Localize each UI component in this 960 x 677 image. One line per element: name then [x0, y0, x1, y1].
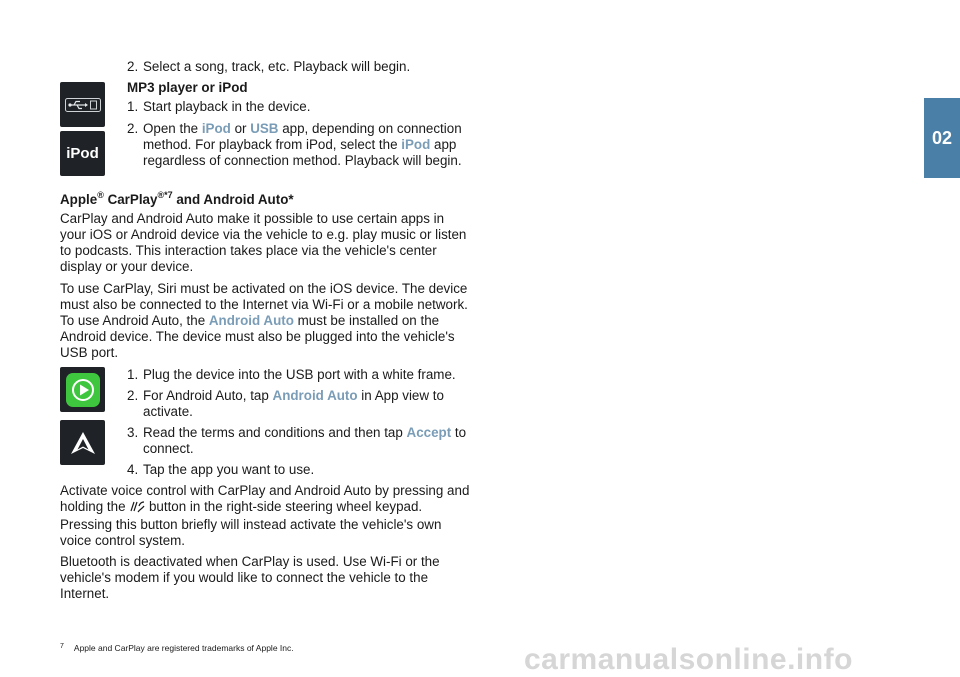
- watermark: carmanualsonline.info: [524, 643, 853, 676]
- step-text: Tap the app you want to use.: [143, 462, 315, 477]
- footnote-text: Apple and CarPlay are registered trademarks of Apple Inc.: [73, 643, 294, 653]
- step-text: Start playback in the device.: [143, 99, 311, 114]
- carplay-requirements-paragraph: To use CarPlay, Siri must be activated on the iOS device. The device must also be connected to the Internet via Wi-Fi or a mobile network. To use Android Auto, the Android Auto must be installed on the Android device. The device must also be plugged into the vehicle's USB port.: [60, 281, 468, 360]
- step-text: Plug the device into the USB port with a white frame.: [143, 367, 456, 382]
- carplay-intro-paragraph: CarPlay and Android Auto make it possible to use certain apps in your iOS or Android device via the vehicle to e.g. play music or listen to podcasts. This interaction takes place via the vehicle's center display or your device.: [60, 211, 467, 274]
- step-text: Select a song, track, etc. Playback will begin.: [143, 59, 411, 74]
- usb-icon: [60, 82, 105, 127]
- step-text: For Android Auto, tap Android Auto in App view to activate.: [143, 388, 444, 419]
- footnote-ref: ®*7: [157, 189, 173, 200]
- carplay-step-3: [127, 425, 472, 457]
- carplay-step-2: [127, 388, 472, 420]
- step-number: 2.: [127, 59, 139, 74]
- step-number: 2.: [127, 121, 139, 136]
- carplay-heading: Apple® CarPlay$^{®*7}$ and Android Auto*: [60, 189, 294, 207]
- step-number: 2.: [127, 388, 139, 403]
- mp3-heading: MP3 player or iPod: [127, 80, 248, 95]
- accept-ui-label: Accept: [406, 425, 452, 440]
- footnote-number: 7: [60, 643, 64, 650]
- step-number: 1.: [127, 99, 139, 114]
- ipod-icon-label: iPod: [66, 144, 99, 162]
- chapter-tab[interactable]: 02: [924, 98, 960, 178]
- mp3-step-1: [127, 99, 472, 115]
- usb-ui-label: USB: [250, 121, 279, 136]
- step-text: Open the iPod or USB app, depending on connection method. For playback from iPod, select the iPod app regardless of connection method. Playback will begin.: [143, 121, 462, 168]
- footnote: [60, 643, 294, 655]
- carplay-icon: [60, 367, 105, 412]
- mp3-step-2: [127, 121, 472, 169]
- carplay-step-4: [127, 462, 472, 478]
- intro-step: [127, 59, 472, 75]
- step-number: 1.: [127, 367, 139, 382]
- ipod-icon: [60, 131, 105, 176]
- bluetooth-paragraph: Bluetooth is deactivated when CarPlay is used. Use Wi-Fi or the vehicle's modem if you would like to connect the vehicle to the Internet.: [60, 554, 440, 601]
- android-auto-icon: [60, 420, 105, 465]
- step-number: 4.: [127, 462, 139, 477]
- android-auto-ui-label: Android Auto: [208, 313, 294, 328]
- voice-control-icon: [129, 500, 145, 517]
- carplay-step-1: [127, 367, 472, 383]
- step-number: 3.: [127, 425, 139, 440]
- voice-control-paragraph: Activate voice control with CarPlay and Android Auto by pressing and holding the button in the right-side steering wheel keypad. Pressing this button briefly will instead activate the vehicle's own voice control system.: [60, 483, 470, 548]
- step-text: Read the terms and conditions and then tap Accept to connect.: [143, 425, 467, 456]
- android-auto-ui-label: Android Auto: [272, 388, 358, 403]
- ipod-ui-label: iPod: [201, 121, 231, 136]
- ipod-ui-label: iPod: [401, 137, 431, 152]
